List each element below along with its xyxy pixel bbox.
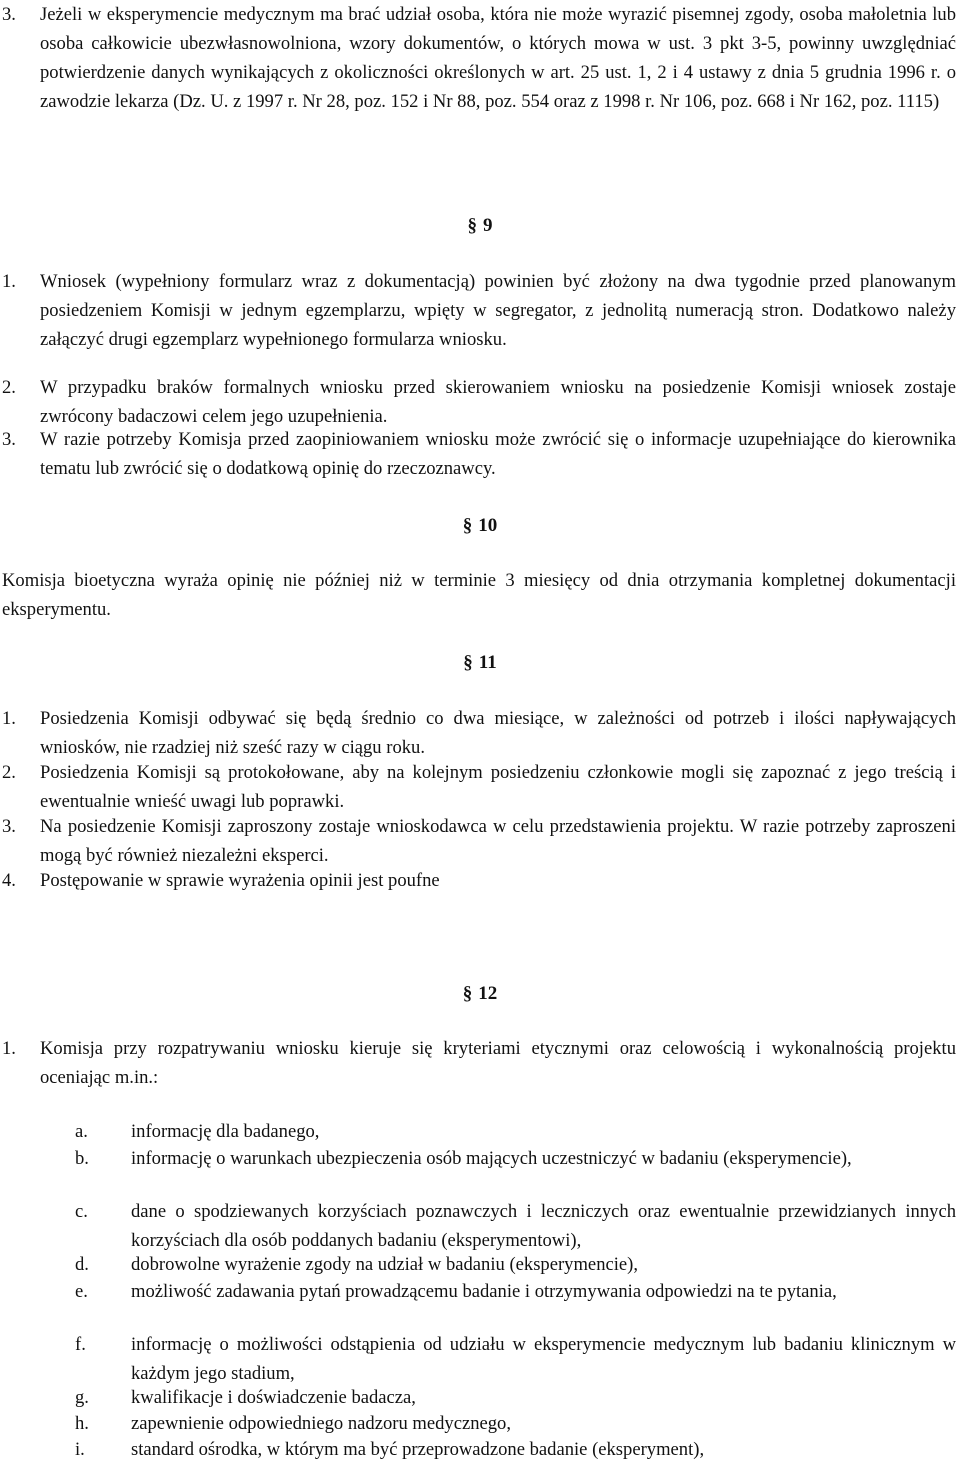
paragraph-text: Komisja bioetyczna wyraża opinię nie później niż w terminie 3 miesięcy od dnia otrzymania kompletnej dokumentacji eksperymentu. xyxy=(2,570,956,620)
item-number: 2. xyxy=(2,762,16,783)
letter-text: kwalifikacje i doświadczenie badacza, xyxy=(131,1387,416,1408)
sec12-letter-g xyxy=(75,1383,956,1412)
sec12-letter-b xyxy=(75,1144,956,1173)
item-number: 3. xyxy=(2,4,16,25)
section-number: 12 xyxy=(478,983,498,1004)
item-text: Posiedzenia Komisji odbywać się będą średnio co dwa miesiące, w zależności od potrzeb i ilości napływających wniosków, nie rzadziej niż sześć razy w ciągu roku. xyxy=(40,708,956,758)
item-number: 4. xyxy=(2,870,16,891)
section-heading-9 xyxy=(0,211,960,240)
letter-text: zapewnienie odpowiedniego nadzoru medycznego, xyxy=(131,1413,511,1434)
sec11-item-1 xyxy=(2,704,956,762)
letter-label: d. xyxy=(75,1254,89,1275)
section-heading-12 xyxy=(0,979,960,1008)
section-heading-11 xyxy=(0,648,960,677)
letter-label: g. xyxy=(75,1387,89,1408)
sec9-item-3 xyxy=(2,425,956,483)
item-text: Na posiedzenie Komisji zaproszony zostaje wnioskodawca w celu przedstawienia projektu. W razie potrzeby zaproszeni mogą być również niezależni eksperci. xyxy=(40,816,956,866)
letter-label: f. xyxy=(75,1334,86,1355)
section-heading-10 xyxy=(0,511,960,540)
sec12-letter-e xyxy=(75,1277,956,1306)
sec12-letter-d xyxy=(75,1250,956,1279)
item-number: 1. xyxy=(2,271,16,292)
item-text: Jeżeli w eksperymencie medycznym ma brać udział osoba, która nie może wyrazić pisemnej zgody, osoba małoletnia lub osoba całkowicie ubezwłasnowolniona, wzory dokumentów, o których mowa w ust. 3 pkt 3-5, powinny uwzględniać potwierdzenie danych wynikających z okoliczności określonych w art. 25 ust. 1, 2 i 4 ustawy z dnia 5 grudnia 1996 r. o zawodzie lekarza (Dz. U. z 1997 r. Nr 28, poz. 152 i Nr 88, poz. 554 oraz z 1998 r. Nr 106, poz. 668 i Nr 162, poz. 1115) xyxy=(40,4,956,112)
section-symbol: § xyxy=(462,515,473,536)
section-number: 9 xyxy=(483,215,493,236)
letter-text: dane o spodziewanych korzyściach poznawczych i leczniczych oraz ewentualnie przewidzianych innych korzyściach dla osób poddanych badaniu (eksperymentowi), xyxy=(131,1201,956,1251)
sec12-letter-a xyxy=(75,1117,956,1146)
sec12-letter-i xyxy=(75,1435,956,1464)
letter-label: h. xyxy=(75,1413,89,1434)
section-number: 11 xyxy=(478,652,497,673)
letter-text: informację o warunkach ubezpieczenia osób mających uczestniczyć w badaniu (eksperymencie), xyxy=(131,1148,852,1169)
item-number: 1. xyxy=(2,708,16,729)
section-symbol: § xyxy=(463,652,473,673)
letter-label: b. xyxy=(75,1148,89,1169)
letter-text: informację o możliwości odstąpienia od udziału w eksperymencie medycznym lub badaniu klinicznym w każdym jego stadium, xyxy=(131,1334,956,1384)
item-text: W razie potrzeby Komisja przed zaopiniowaniem wniosku może zwrócić się o informacje uzupełniające do kierownika tematu lub zwrócić się o dodatkową opinię do rzeczoznawcy. xyxy=(40,429,956,479)
letter-label: a. xyxy=(75,1121,88,1142)
section-symbol: § xyxy=(467,215,477,236)
sec12-letter-f xyxy=(75,1330,956,1388)
letter-text: możliwość zadawania pytań prowadzącemu badanie i otrzymywania odpowiedzi na te pytania, xyxy=(131,1281,837,1302)
paragraph-item-3 xyxy=(2,0,956,116)
sec12-letter-h xyxy=(75,1409,956,1438)
item-text: Wniosek (wypełniony formularz wraz z dokumentacją) powinien być złożony na dwa tygodnie przed planowanym posiedzeniem Komisji w jednym egzemplarzu, wpięty w segregator, z jednolitą numeracją stron. Dodatkowo należy załączyć drugi egzemplarz wypełnionego formularza wniosku. xyxy=(40,271,956,350)
sec9-item-1 xyxy=(2,267,956,354)
letter-label: e. xyxy=(75,1281,88,1302)
section-number: 10 xyxy=(478,515,498,536)
item-number: 3. xyxy=(2,816,16,837)
item-text: Posiedzenia Komisji są protokołowane, aby na kolejnym posiedzeniu członkowie mogli się zapoznać z jego treścią i ewentualnie wnieść uwagi lub poprawki. xyxy=(40,762,956,812)
letter-text: standard ośrodka, w którym ma być przeprowadzone badanie (eksperyment), xyxy=(131,1439,705,1460)
letter-label: c. xyxy=(75,1201,88,1222)
section-symbol: § xyxy=(462,983,473,1004)
item-text: W przypadku braków formalnych wniosku przed skierowaniem wniosku na posiedzenie Komisji wniosek zostaje zwrócony badaczowi celem jego uzupełnienia. xyxy=(40,377,956,427)
item-text: Postępowanie w sprawie wyrażenia opinii jest poufne xyxy=(40,870,440,891)
item-number: 3. xyxy=(2,429,16,450)
sec12-item-1 xyxy=(2,1034,956,1092)
sec11-item-3 xyxy=(2,812,956,870)
item-number: 1. xyxy=(2,1038,16,1059)
letter-label: i. xyxy=(75,1439,85,1460)
sec11-item-2 xyxy=(2,758,956,816)
letter-text: dobrowolne wyrażenie zgody na udział w badaniu (eksperymencie), xyxy=(131,1254,638,1275)
sec11-item-4 xyxy=(2,866,956,895)
item-text: Komisja przy rozpatrywaniu wniosku kieruje się kryteriami etycznymi oraz celowością i wykonalnością projektu oceniając m.in.: xyxy=(40,1038,956,1088)
item-number: 2. xyxy=(2,377,16,398)
sec9-item-2 xyxy=(2,373,956,431)
letter-text: informację dla badanego, xyxy=(131,1121,320,1142)
sec12-letter-c xyxy=(75,1197,956,1255)
sec10-paragraph xyxy=(2,566,956,624)
